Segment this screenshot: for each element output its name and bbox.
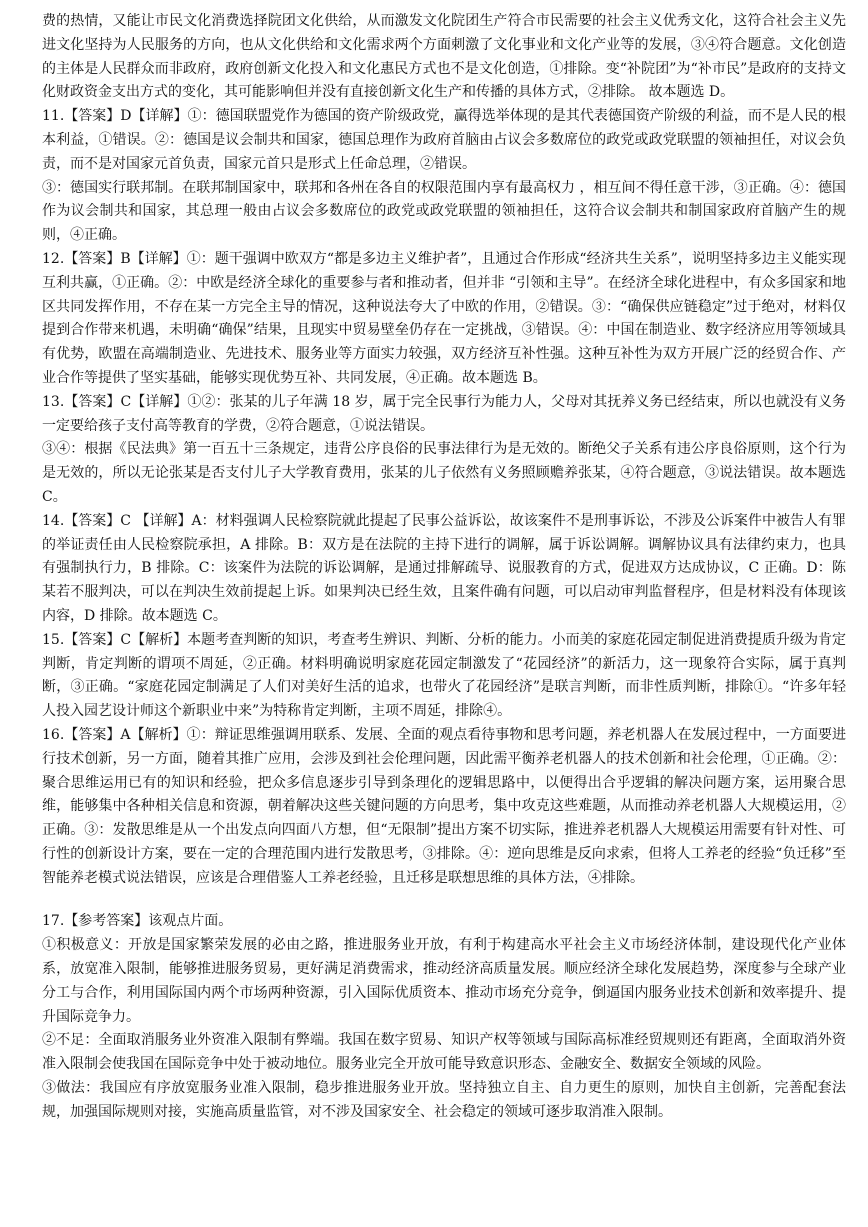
- paragraph-q12: 12.【答案】B【详解】①：题干强调中欧双方“都是多边主义维护者”，且通过合作形成“经济共生关系”，说明坚持多边主义能实现互利共赢，①正确。②：中欧是经济全球化的重要参与者和推动者，但并非 “引领和主导”。在经济全球化进程中，有众多国家和地区共同发挥作用，不存在某一方完全主导的情况，这种说法夸大了中欧的作用，②错误。③：“确保供应链稳定”过于绝对，材料仅提到合作带来机遇，未明确“确保”结果，且现实中贸易壁垒仍存在一定挑战，③错误。④：中国在制造业、数字经济应用等领域具有优势，欧盟在高端制造业、先进技术、服务业等方面实力较强，双方经济互补性强。这种互补性为双方开展广泛的经贸合作、产业合作等提供了坚实基础，能够实现优势互补、共同发展，④正确。故本题选 B。: [42, 250, 846, 386]
- paragraph-q13-cont: ③④：根据《民法典》第一百五十三条规定，违背公序良俗的民事法律行为是无效的。断绝父子关系有违公序良俗原则，这个行为是无效的，所以无论张某是否支付儿子大学教育费用，张某的儿子依然有义务照顾赡养张某，④符合题意，③说法错误。故本题选 C。: [42, 441, 846, 505]
- paragraph-q14: 14.【答案】C 【详解】A：材料强调人民检察院就此提起了民事公益诉讼，故该案件不是刑事诉讼，不涉及公诉案件中被告人有罪的举证责任由人民检察院承担，A 排除。B：双方是在法院的主持下进行的调解，属于诉讼调解。调解协议具有法律约束力，也具有强制执行力，B 排除。C：该案件为法院的诉讼调解，是通过排解疏导、说服教育的方式，促进双方达成协议，C 正确。D：陈某若不服判决，可以在判决生效前提起上诉。如果判决已经生效，且案件确有问题，可以启动审判监督程序，但是材料没有体现该内容，D 排除。故本题选 C。: [42, 512, 846, 624]
- paragraph-q16: 16.【答案】A【解析】①：辩证思维强调用联系、发展、全面的观点看待事物和思考问题，养老机器人在发展过程中，一方面要进行技术创新，另一方面，随着其推广应用，会涉及到社会伦理问题，因此需平衡养老机器人的技术创新和社会伦理，①正确。②：聚合思维运用已有的知识和经验，把众多信息逐步引导到条理化的逻辑思路中，以便得出合乎逻辑的解决问题方案，运用聚合思维，能够集中各种相关信息和资源，朝着解决这些关键问题的方向思考，集中攻克这些难题，从而推动养老机器人大规模运用，②正确。③：发散思维是从一个出发点向四面八方想，但“无限制”提出方案不切实际，推进养老机器人大规模运用需要有针对性、可行性的创新设计方案，要在一定的合理范围内进行发散思考，③排除。④：逆向思维是反向求索，但将人工养老的经验“负迁移”至智能养老模式说法错误，应该是合理借鉴人工养老经验，且迁移是联想思维的具体方法，④排除。: [42, 726, 846, 886]
- paragraph-q17-point-3: ③做法：我国应有序放宽服务业准入限制，稳步推进服务业开放。坚持独立自主、自力更生的原则，加快自主创新，完善配套法规，加强国际规则对接，实施高质量监管，对不涉及国家安全、社会稳定的领域可逐步取消准入限制。: [42, 1080, 846, 1120]
- section-gap: [42, 890, 846, 910]
- paragraph-q15: 15.【答案】C【解析】本题考查判断的知识，考查考生辨识、判断、分析的能力。小而美的家庭花园定制促进消费提质升级为肯定判断，肯定判断的谓项不周延，②正确。材料明确说明家庭花园定制激发了“花园经济”的新活力，这一现象符合实际，属于真判断，③正确。“家庭花园定制满足了人们对美好生活的追求，也带火了花园经济”是联言判断，而非性质判断，排除①。“许多年轻人投入园艺设计师这个新职业中来”为特称肯定判断，主项不周延，排除④。: [42, 631, 846, 720]
- paragraph-q11-cont: ③：德国实行联邦制。在联邦制国家中，联邦和各州在各自的权限范围内享有最高权力 ，相互间不得任意干涉，③正确。④：德国作为议会制共和国家，其总理一般由占议会多数席位的政党或政党联盟的领袖担任，这符合议会制共和制国家政府首脑产生的规则，④正确。: [42, 179, 846, 244]
- paragraph-q13: 13.【答案】C【详解】①②：张某的儿子年满 18 岁，属于完全民事行为能力人，父母对其抚养义务已经结束，所以也就没有义务一定要给孩子支付高等教育的学费，②符合题意，①说法错误。: [42, 393, 846, 434]
- paragraph-q10-end: 费的热情，又能让市民文化消费选择院团文化供给，从而激发文化院团生产符合市民需要的社会主义优秀文化，这符合社会主义先进文化坚持为人民服务的方向，也从文化供给和文化需求两个方面刺激了文化事业和文化产业等的发展，③④符合题意。文化创造的主体是人民群众而非政府，政府创新文化投入和文化惠民方式也不是文化创造，①排除。变“补院团”为“补市民”是政府的支持文化财政资金支出方式的变化，其可能影响但并没有直接创新文化生产和传播的具体方式，②排除。 故本题选 D。: [42, 13, 846, 101]
- paragraph-q17-heading: 17.【参考答案】该观点片面。: [42, 913, 233, 930]
- paragraph-q11: 11.【答案】D【详解】①：德国联盟党作为德国的资产阶级政党，赢得选举体现的是其代表德国资产阶级的利益，而不是人民的根本利益，①错误。②：德国是议会制共和国家，德国总理作为政府首脑由占议会多数席位的政党或政党联盟的领袖担任，对议会负责，而不是对国家元首负责，国家元首只是形式上任命总理，②错误。: [42, 108, 846, 172]
- paragraph-q17-point-1: ①积极意义：开放是国家繁荣发展的必由之路，推进服务业开放，有利于构建高水平社会主义市场经济体制，建设现代化产业体系，放宽准入限制，能够推进服务贸易，更好满足消费需求，推动经济高质量发展。顺应经济全球化发展趋势，深度参与全球产业分工与合作，利用国际国内两个市场两种资源，引入国际优质资本、推动市场充分竞争，倒逼国内服务业技术创新和效率提升、提升国际竞争力。: [42, 937, 846, 1025]
- paragraph-q17-point-2: ②不足：全面取消服务业外资准入限制有弊端。我国在数字贸易、知识产权等领域与国际高标准经贸规则还有距离，全面取消外资准入限制会使我国在国际竞争中处于被动地位。服务业完全开放可能导致意识形态、金融安全、数据安全领域的风险。: [42, 1032, 846, 1073]
